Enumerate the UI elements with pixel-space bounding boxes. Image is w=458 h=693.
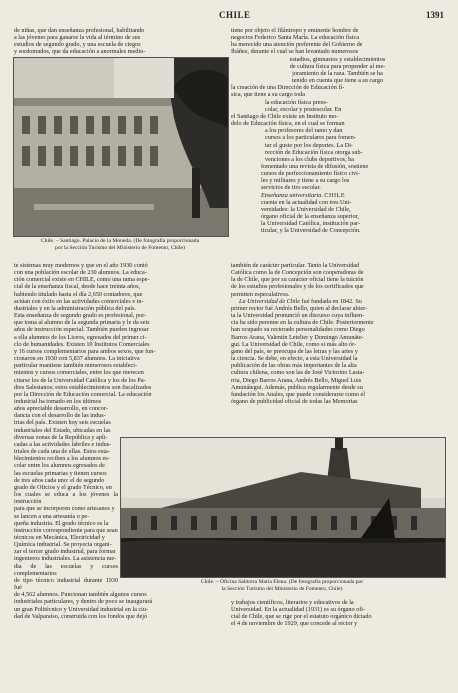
text-line: te sistemas muy modernos y que en el año 1930 contó	[14, 262, 148, 269]
bottom-right-column	[231, 599, 444, 628]
photo2-caption	[120, 579, 444, 592]
text-line: grado de Oficios y el grado Técnico, en	[14, 483, 112, 491]
text-line: actúan con éxito en las actividades comerciales e in-	[14, 297, 144, 305]
top-left-paragraph	[14, 27, 226, 56]
text-line: técnicos en Mecánica, Electricidad y	[14, 533, 105, 541]
text-line: estudios de segundo grado, y una escuela de ciegos	[14, 41, 141, 49]
text-line: Amunátegui. Además, publica regularmente desde su	[231, 383, 363, 391]
text-line: industriales particulares, y dentro de poco se inaugurará	[14, 598, 153, 606]
text-line: venciones a los clubs deportivos, ha	[265, 155, 355, 163]
text-line: cionaron en 1930 con 5,837 alumnos. La iniciativa	[14, 355, 140, 363]
text-line: Química industrial. Se proyecta organi-	[14, 541, 112, 549]
text-line: de cultura física para propender al me-	[289, 62, 386, 70]
salitrera-photo-illustration	[121, 438, 445, 577]
text-line	[231, 192, 444, 199]
text-line: cia ha sido perenne en la cultura de Chile. Posteriormente	[231, 319, 374, 327]
text-line: el Santiago de Chile existe un Instituto mo-	[231, 112, 339, 120]
text-line: cial de la enseñanza fiscal, desde hace treinta años,	[14, 283, 141, 291]
caption-line: Chile. – Oficina Salitrera María Elena. (De fotografía proporcionada por	[200, 579, 364, 585]
text-line: ha merecido una atención preferente del Gobierno de	[231, 41, 363, 49]
text-line: versidades: la Universidad de Chile,	[261, 205, 351, 213]
text-line: ción comercial existe en CHILE, como una rama espe-	[14, 276, 150, 284]
text-line: para que se incorporen como artesanos y	[14, 505, 115, 513]
text-line: diversas zonas de la República y apli-	[14, 433, 108, 441]
text-line: Barros Arana, Valentín Letelier y Domingo Amunáte-	[231, 333, 364, 341]
text-line: años de instrucción especial. También pueden ingresar	[14, 326, 149, 334]
photo1-caption	[13, 238, 227, 251]
caption-line: la Sección Turismo del Ministerio de Fomento, Chile)	[221, 585, 343, 592]
text-line: gui. La Universidad de Chile, como si más alto ór-	[231, 340, 357, 348]
text-line: joramiento de la raza. También se ha	[292, 69, 383, 77]
text-line: mientos y cursos comerciales, entre los que merecen	[14, 369, 144, 377]
text-line: la educación física prees-	[265, 98, 328, 106]
text-line: ingenieros industriales. La asistencia me-	[14, 555, 117, 563]
text-line: a los profesores del ramo y dan	[265, 127, 343, 135]
text-line: citarse los de la Universidad Católica y los de los Pa-	[14, 376, 146, 384]
text-line: industrial ha tomado en los últimos	[14, 398, 102, 405]
text-line: ta la Universidad pronunció un discurso cuya influen-	[231, 312, 365, 320]
text-line: las escuelas primarias y tienen cursos	[14, 469, 107, 477]
text-line: también de carácter particular. Tanto la Universidad	[231, 262, 360, 269]
middle-right-column	[231, 262, 444, 405]
text-line: zar el tercer grado industrial, para formar	[14, 548, 116, 556]
text-line: fundación los Anales, que puede considerarse como el	[231, 390, 366, 398]
page-number: 1391	[426, 10, 444, 20]
text-line: gano del país, se preocupa de las letras y las artes y	[231, 347, 358, 355]
text-line: un gran Politécnico y Universidad industrial en la ciu-	[14, 605, 149, 613]
text-line: publicación de las obras más importantes de la alta	[231, 362, 357, 370]
text-line: la Universidad Católica, institución par-	[261, 220, 361, 228]
text-line: órgano oficial de la enseñanza superior,	[261, 213, 359, 221]
text-line	[231, 298, 444, 305]
text-line: de tres años cada uno: el de segundo	[14, 476, 105, 484]
palace-photo-illustration	[14, 58, 228, 236]
text-line: Católica como la de Concepción son cooperadoras de	[231, 269, 364, 277]
text-line: colar, escolar y postescolar. En	[265, 105, 342, 113]
text-line: órgano de publicidad oficial de todas las Memorias	[231, 397, 358, 405]
text-line: a ella alumnos de los Liceos, egresados del primer ci-	[14, 333, 147, 341]
photo-palacio-moneda	[13, 57, 229, 237]
page-header	[0, 10, 458, 24]
text-line: cial de Chile, que se rige por el estatuto orgánico dictado	[231, 613, 372, 621]
text-line: ticular, y la Universidad de Concepción.	[261, 227, 361, 235]
text-line: la de Chile, que por su carácter oficial tiene la tuición	[231, 276, 364, 284]
text-line: industriales del Estado, ubicadas en las	[14, 426, 111, 434]
text-line: tenido en cuenta que tiene a su cargo	[291, 77, 384, 85]
text-line: rección de Educación física otorga sub-	[265, 148, 363, 156]
text-line: de tipo técnico industrial durante 1930 fué	[14, 576, 118, 592]
text-line: años apreciable desarrollo, en concor-	[14, 405, 108, 413]
text-line: de 4,562 alumnos. Funcionan también algunos cursos	[14, 591, 147, 599]
section-head-universidad-de-chile: La Universidad de Chile	[239, 297, 301, 305]
text-line: el 4 de noviembre de 1929, que concede al rector y	[231, 620, 358, 628]
text-line: de los estudios profesionales y de los certificados que	[231, 283, 364, 291]
caption-line: por la Sección Turismo del Ministerio de Fomento, Chile)	[55, 244, 185, 251]
text-line: han ocupado su rectorado personalidades como Diego	[231, 326, 365, 334]
text-line: por la Dirección de Educación comercial. La educación	[14, 390, 152, 398]
text-line: colar entre los alumnos egresados de	[14, 462, 105, 470]
photo-oficina-salitrera	[120, 437, 446, 578]
text-line: cursos de perfeccionamiento físico civi-	[261, 170, 360, 178]
text-line: y sordomudos, que da educación a anormales medio-	[14, 48, 146, 56]
text-line: dres Salesianos; estos establecimientos son fiscalizados	[14, 383, 152, 391]
text-line: y 16 cursos complementarios para ambos sexos, que fun-	[14, 347, 156, 355]
middle-left-column	[14, 262, 226, 398]
text-line: Esta enseñanza de segundo grado es profesional, por-	[14, 312, 147, 320]
text-line: los cuales se educa a los jóvenes la instrucción	[14, 491, 118, 506]
text-line: dustriales y en la administración pública del país.	[14, 304, 136, 312]
top-right-column	[231, 27, 444, 235]
text-line: sica, que tiene a su cargo toda	[231, 91, 305, 99]
text-line: delo de Educación física, en el cual se forman	[231, 120, 345, 128]
text-line: negocios Federico Santa María. La educación física	[231, 34, 359, 42]
text-line: instrucción correspondiente para que sean	[14, 526, 118, 534]
text-line: y trabajos científicos, literarios y educativos de la	[231, 599, 354, 606]
text-line: que toma al alumno de la segunda primaria y le da seis	[14, 319, 150, 327]
text-line: servicios de tiro escolar.	[261, 184, 321, 192]
text-line: trias del país. Existen hoy seis escuelas	[14, 419, 111, 427]
text-line: se lancen a una artesanía o pe-	[14, 512, 90, 520]
text-line: dad de Valparaíso, construida con los fondos que dejó	[14, 612, 148, 620]
text-line: triales de cada una de ellas. Estos esta-	[14, 448, 110, 456]
text-line: estadios, gimnasios y establecimientos	[289, 55, 386, 63]
text-line: Universidad. En la actualidad (1931) es su órgano ofi-	[231, 606, 366, 614]
text-line: la ciencia. Se debe, en efecto, a esta Universidad la	[231, 355, 358, 363]
text-fragment: fué fundada en 1842. Su	[300, 297, 362, 305]
text-line: fomentado una revista de difusión, sostiene	[261, 162, 369, 170]
text-line: primer rector fué Andrés Bello, quien al declarar abier-	[231, 304, 368, 312]
inline-chile: CHILE	[324, 191, 346, 199]
text-line: la creación de una Dirección de Educación fí-	[231, 84, 345, 92]
text-line: cultura chilena, como son las de José Victorino Lasta-	[231, 369, 365, 377]
text-line: Ibáñez, durante el cual se han levantado numerosos	[231, 48, 359, 56]
text-line: a las jóvenes para ganarse la vida al término de sus	[14, 34, 141, 42]
caption-line: Chile. – Santiago. Palacio de la Moneda. (De fotografía proporcionada	[40, 238, 200, 244]
text-line: con una población escolar de 230 alumnos. La educa-	[14, 269, 147, 277]
text-line: dancia con el desarrollo de las indus-	[14, 412, 106, 420]
text-line: de niñas, que dan enseñanza profesional, habilitando	[14, 27, 145, 34]
text-line: tiene por objeto el filántropo y eminente hombre de	[231, 27, 359, 34]
section-head-ensenanza-universitaria: Enseñanza universitaria.	[261, 191, 323, 199]
text-line: cursos a los particulares para fomen-	[265, 134, 356, 142]
text-line: les y militares y tiene a su cargo los	[261, 177, 350, 185]
text-line: queña industria. El grado técnico es la	[14, 519, 109, 527]
text-line: dia de las escuelas y cursos complementarios	[14, 562, 118, 577]
text-line: rria, Diego Barros Arana, Andrés Bello, Miguel Luis	[231, 376, 362, 384]
text-line: clo de humanidades. Existen 10 Institutos Comerciales	[14, 340, 150, 348]
text-line: tar el gusto por los deportes. La Di-	[265, 141, 353, 149]
text-line: cadas a las actividades fabriles e indus-	[14, 440, 112, 448]
text-line: permiten especulativos.	[231, 290, 290, 298]
page-running-title: CHILE	[219, 10, 251, 20]
text-line: cuenta en la actualidad con tres Uni-	[261, 198, 352, 206]
text-line: blecimientos reciben a los alumnos es-	[14, 455, 110, 463]
text-line: particular mantiene también numerosos estableci-	[14, 362, 138, 370]
text-line: habiendo titulado hasta el día 2,650 contadores, que	[14, 290, 143, 298]
